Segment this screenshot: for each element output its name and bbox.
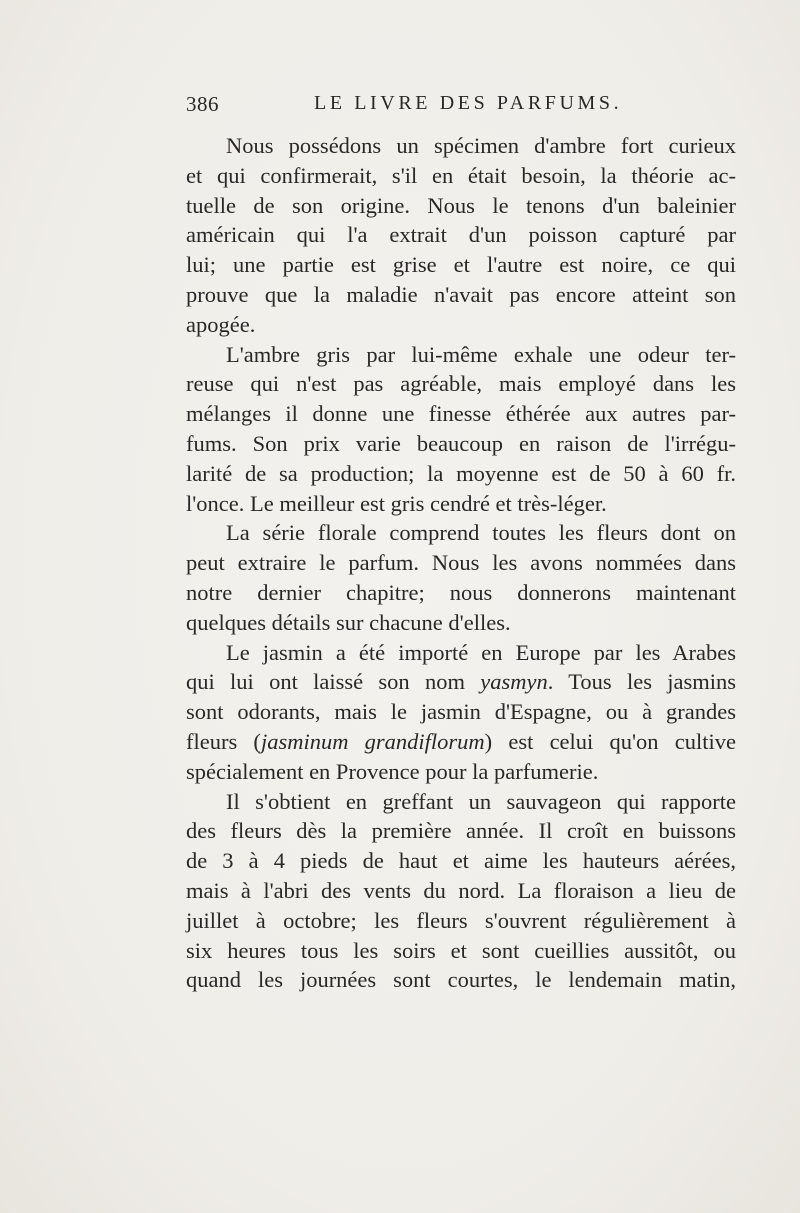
text-line: prouve que la maladie n'avait pas encore atteint son [186, 281, 736, 307]
text-line: et qui confirmerait, s'il en était besoin, la théorie ac- [186, 162, 736, 188]
text-line: peut extraire le parfum. Nous les avons nommées dans [186, 550, 736, 576]
italic-term: jasminum grandiflorum [260, 728, 485, 754]
text-line: quelques détails sur chacune d'elles. [186, 609, 511, 635]
text-line: Il s'obtient en greffant un sauvageon qui rapporte [226, 788, 736, 814]
italic-term: yasmyn [480, 669, 548, 695]
text-line: Le jasmin a été importé en Europe par les Arabes [226, 639, 736, 665]
text-line: des fleurs dès la première année. Il croît en buissons [186, 818, 736, 844]
text-line: La série florale comprend toutes les fleurs dont on [226, 520, 736, 546]
text-line: sont odorants, mais le jasmin d'Espagne, ou à grandes [186, 699, 736, 725]
text-line: mélanges il donne une finesse éthérée aux autres par- [186, 401, 736, 427]
text-line: apogée. [186, 311, 256, 337]
text-line: larité de sa production; la moyenne est de 50 à 60 fr. [186, 460, 736, 486]
running-head [186, 92, 736, 124]
text-line: juillet à octobre; les fleurs s'ouvrent régulièrement à [186, 907, 736, 933]
text-line: quand les journées sont courtes, le lendemain matin, [186, 967, 736, 993]
text-line: six heures tous les soirs et sont cueillies aussitôt, ou [186, 937, 736, 963]
text-line: mais à l'abri des vents du nord. La floraison a lieu de [186, 877, 736, 903]
text-line: notre dernier chapitre; nous donnerons maintenant [186, 579, 736, 605]
text-line: lui; une partie est grise et l'autre est noire, ce qui [186, 252, 736, 278]
page-number: 386 [186, 92, 219, 116]
text-line: tuelle de son origine. Nous le tenons d'un baleinier [186, 192, 736, 218]
text-line: L'ambre gris par lui-même exhale une odeur ter- [226, 341, 736, 367]
text-line: qui lui ont laissé son nom yasmyn. Tous les jasmins [186, 669, 736, 695]
text-line: l'once. Le meilleur est gris cendré et très-léger. [186, 490, 607, 516]
running-title: LE LIVRE DES PARFUMS. [314, 92, 623, 114]
text-line: reuse qui n'est pas agréable, mais employé dans les [186, 371, 736, 397]
text-line: américain qui l'a extrait d'un poisson capturé par [186, 222, 736, 248]
body-text [186, 131, 736, 995]
text-line: de 3 à 4 pieds de haut et aime les hauteurs aérées, [186, 848, 736, 874]
text-line: spécialement en Provence pour la parfumerie. [186, 758, 599, 784]
text-line: Nous possédons un spécimen d'ambre fort curieux [226, 133, 736, 158]
text-line: fleurs (jasminum grandiflorum) est celui qu'on cultive [186, 728, 736, 754]
text-line: fums. Son prix varie beaucoup en raison de l'irrégu- [186, 430, 736, 456]
